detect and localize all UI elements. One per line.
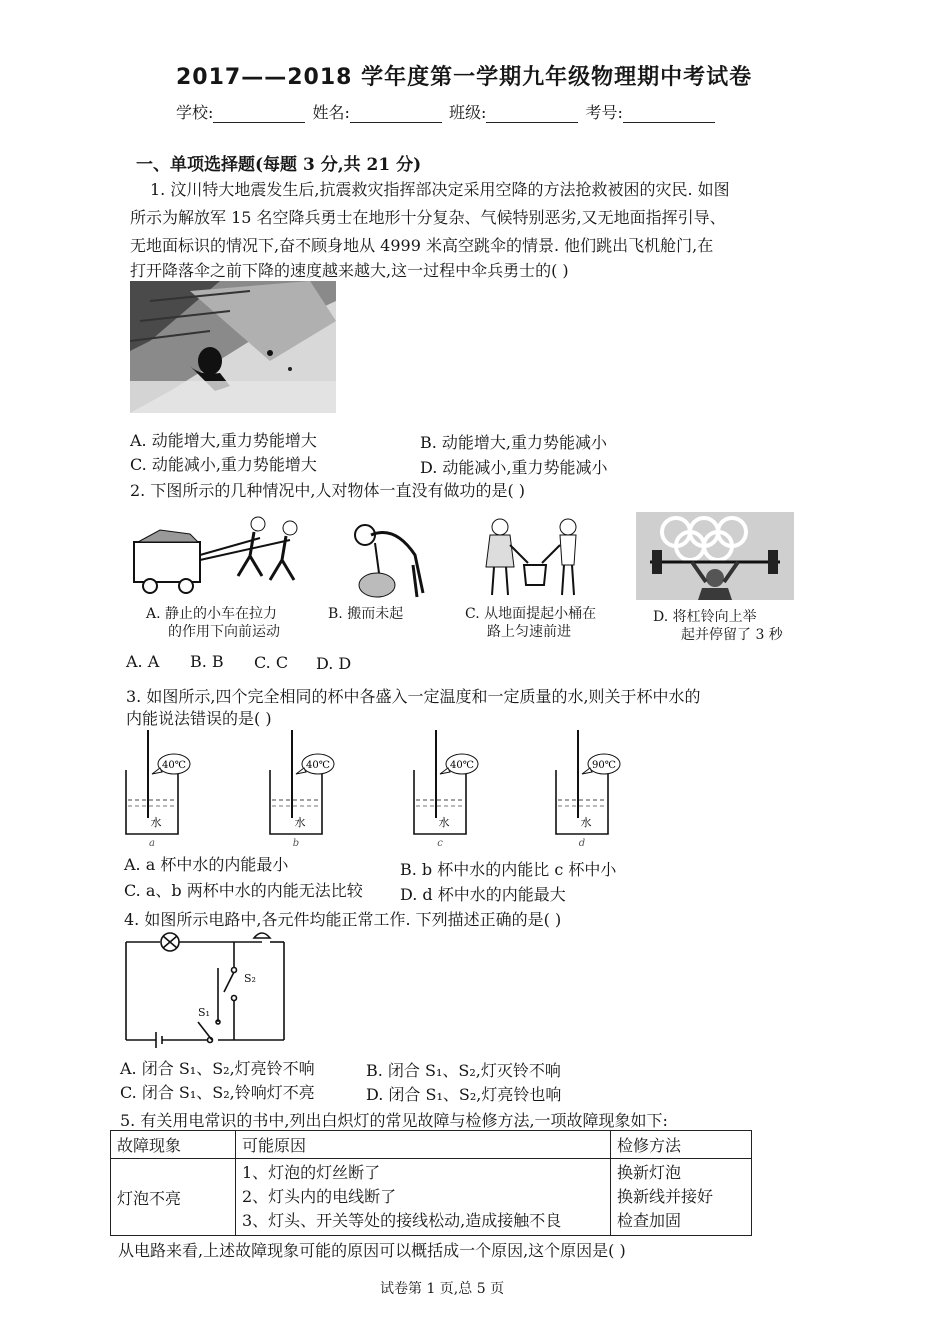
q1-option-a[interactable]: A. 动能增大,重力势能增大: [130, 431, 317, 450]
bell-icon: [254, 933, 270, 938]
page-title: 2017——2018 学年度第一学期九年级物理期中考试卷: [176, 65, 753, 90]
q1-line: 无地面标识的情况下,奋不顾身地从 4999 米高空跳伞的情景. 他们跳出飞机舱门,在: [130, 236, 714, 255]
caption-line: 的作用下向前运动: [168, 624, 280, 640]
field-id-label: 考号:: [585, 103, 623, 122]
q2-figure-b: [335, 515, 435, 605]
table-cell-fixes: [611, 1159, 752, 1236]
q2-caption-b: B. 搬而未起: [328, 606, 404, 622]
field-id-blank[interactable]: [623, 106, 715, 123]
q1-option-c[interactable]: C. 动能减小,重力势能增大: [130, 455, 317, 474]
page-footer: 试卷第 1 页,总 5 页: [380, 1281, 505, 1297]
q2-option-d[interactable]: D. D: [316, 654, 352, 673]
cause-item: 3、灯头、开关等处的接线松动,造成接触不良: [242, 1211, 562, 1230]
cup-label: d: [578, 838, 586, 848]
water-label: 水: [294, 816, 306, 829]
cup-label: c: [437, 838, 443, 848]
q1-option-d[interactable]: D. 动能减小,重力势能减小: [420, 458, 608, 477]
fix-item: 换新灯泡: [617, 1163, 682, 1182]
table-header-row: [111, 1131, 752, 1159]
cup-label: b: [292, 838, 300, 848]
beaker-b: [266, 730, 348, 848]
section-heading: 一、单项选择题(每题 3 分,共 21 分): [136, 155, 422, 175]
q2-caption-a: [146, 605, 280, 641]
q3-line: 内能说法错误的是( ): [126, 709, 272, 728]
q3-option-a[interactable]: A. a 杯中水的内能最小: [124, 855, 289, 874]
fault-table: [110, 1130, 752, 1236]
caption-line: 起并停留了 3 秒: [681, 627, 783, 643]
q1-line: 所示为解放军 15 名空降兵勇士在地形十分复杂、气候特别恶劣,又无地面指挥引导、: [130, 208, 726, 227]
table-header: 故障现象: [111, 1131, 236, 1159]
q3-option-d[interactable]: D. d 杯中水的内能最大: [400, 885, 566, 904]
q4-option-d[interactable]: D. 闭合 S₁、S₂,灯亮铃也响: [366, 1085, 562, 1104]
q2-stem: 2. 下图所示的几种情况中,人对物体一直没有做功的是( ): [130, 481, 526, 500]
table-row: [111, 1159, 752, 1236]
q4-circuit-diagram: [118, 928, 298, 1054]
q2-option-c[interactable]: C. C: [254, 653, 289, 672]
caption-line: C. 从地面提起小桶在: [465, 606, 597, 622]
field-name-blank[interactable]: [350, 106, 442, 123]
q4-stem: 4. 如图所示电路中,各元件均能正常工作. 下列描述正确的是( ): [124, 910, 562, 929]
q1-line: 打开降落伞之前下降的速度越来越大,这一过程中伞兵勇士的( ): [130, 261, 569, 280]
q3-line: 3. 如图所示,四个完全相同的杯中各盛入一定温度和一定质量的水,则关于杯中水的: [126, 687, 701, 706]
cup-label: a: [149, 838, 155, 848]
q4-option-a[interactable]: A. 闭合 S₁、S₂,灯亮铃不响: [120, 1059, 315, 1078]
temp-label: 40℃: [306, 760, 330, 771]
s1-label: S₁: [198, 1006, 210, 1019]
water-label: 水: [438, 816, 450, 829]
q2-caption-c: [465, 605, 596, 641]
table-cell-causes: [236, 1159, 611, 1236]
temp-label: 90℃: [592, 760, 616, 771]
fix-item: 换新线并接好: [617, 1187, 714, 1206]
s2-label: S₂: [244, 972, 256, 985]
field-name-label: 姓名:: [312, 103, 350, 122]
q4-option-c[interactable]: C. 闭合 S₁、S₂,铃响灯不亮: [120, 1083, 315, 1102]
water-label: 水: [150, 816, 162, 829]
q2-figure-c: [462, 515, 592, 605]
beaker-d: [552, 730, 634, 848]
field-school-blank[interactable]: [213, 106, 305, 123]
q3-option-c[interactable]: C. a、b 两杯中水的内能无法比较: [124, 881, 363, 900]
caption-line: A. 静止的小车在拉力: [146, 606, 278, 622]
q5-stem: 5. 有关用电常识的书中,列出白炽灯的常见故障与检修方法,一项故障现象如下:: [120, 1111, 668, 1130]
q2-figure-a: [130, 510, 316, 600]
q3-option-b[interactable]: B. b 杯中水的内能比 c 杯中小: [400, 860, 617, 879]
q1-line: 1. 汶川特大地震发生后,抗震救灾指挥部决定采用空降的方法抢救被困的灾民. 如图: [150, 180, 730, 199]
beaker-a: [122, 730, 204, 848]
paratrooper-photo: [130, 281, 336, 413]
beaker-c: [410, 730, 492, 848]
info-fields: [176, 100, 715, 123]
q2-option-a[interactable]: A. A: [126, 652, 160, 671]
fix-item: 检查加固: [617, 1211, 682, 1230]
cause-item: 2、灯头内的电线断了: [242, 1187, 397, 1206]
table-header: 检修方法: [611, 1131, 752, 1159]
field-school-label: 学校:: [176, 103, 214, 122]
q5-after: 从电路来看,上述故障现象可能的原因可以概括成一个原因,这个原因是( ): [118, 1241, 626, 1260]
q2-option-b[interactable]: B. B: [190, 652, 224, 671]
q2-figure-d: [636, 512, 794, 600]
temp-label: 40℃: [162, 760, 186, 771]
caption-line: 路上匀速前进: [487, 624, 571, 640]
table-header: 可能原因: [236, 1131, 611, 1159]
temp-label: 40℃: [450, 760, 474, 771]
q1-option-b[interactable]: B. 动能增大,重力势能减小: [420, 433, 608, 452]
field-class-label: 班级:: [449, 103, 487, 122]
q4-option-b[interactable]: B. 闭合 S₁、S₂,灯灭铃不响: [366, 1061, 561, 1080]
q2-caption-d: [653, 608, 783, 644]
caption-line: D. 将杠铃向上举: [653, 609, 757, 625]
cause-item: 1、灯泡的灯丝断了: [242, 1163, 381, 1182]
table-cell-phenomenon: 灯泡不亮: [111, 1159, 236, 1236]
field-class-blank[interactable]: [486, 106, 578, 123]
water-label: 水: [580, 816, 592, 829]
